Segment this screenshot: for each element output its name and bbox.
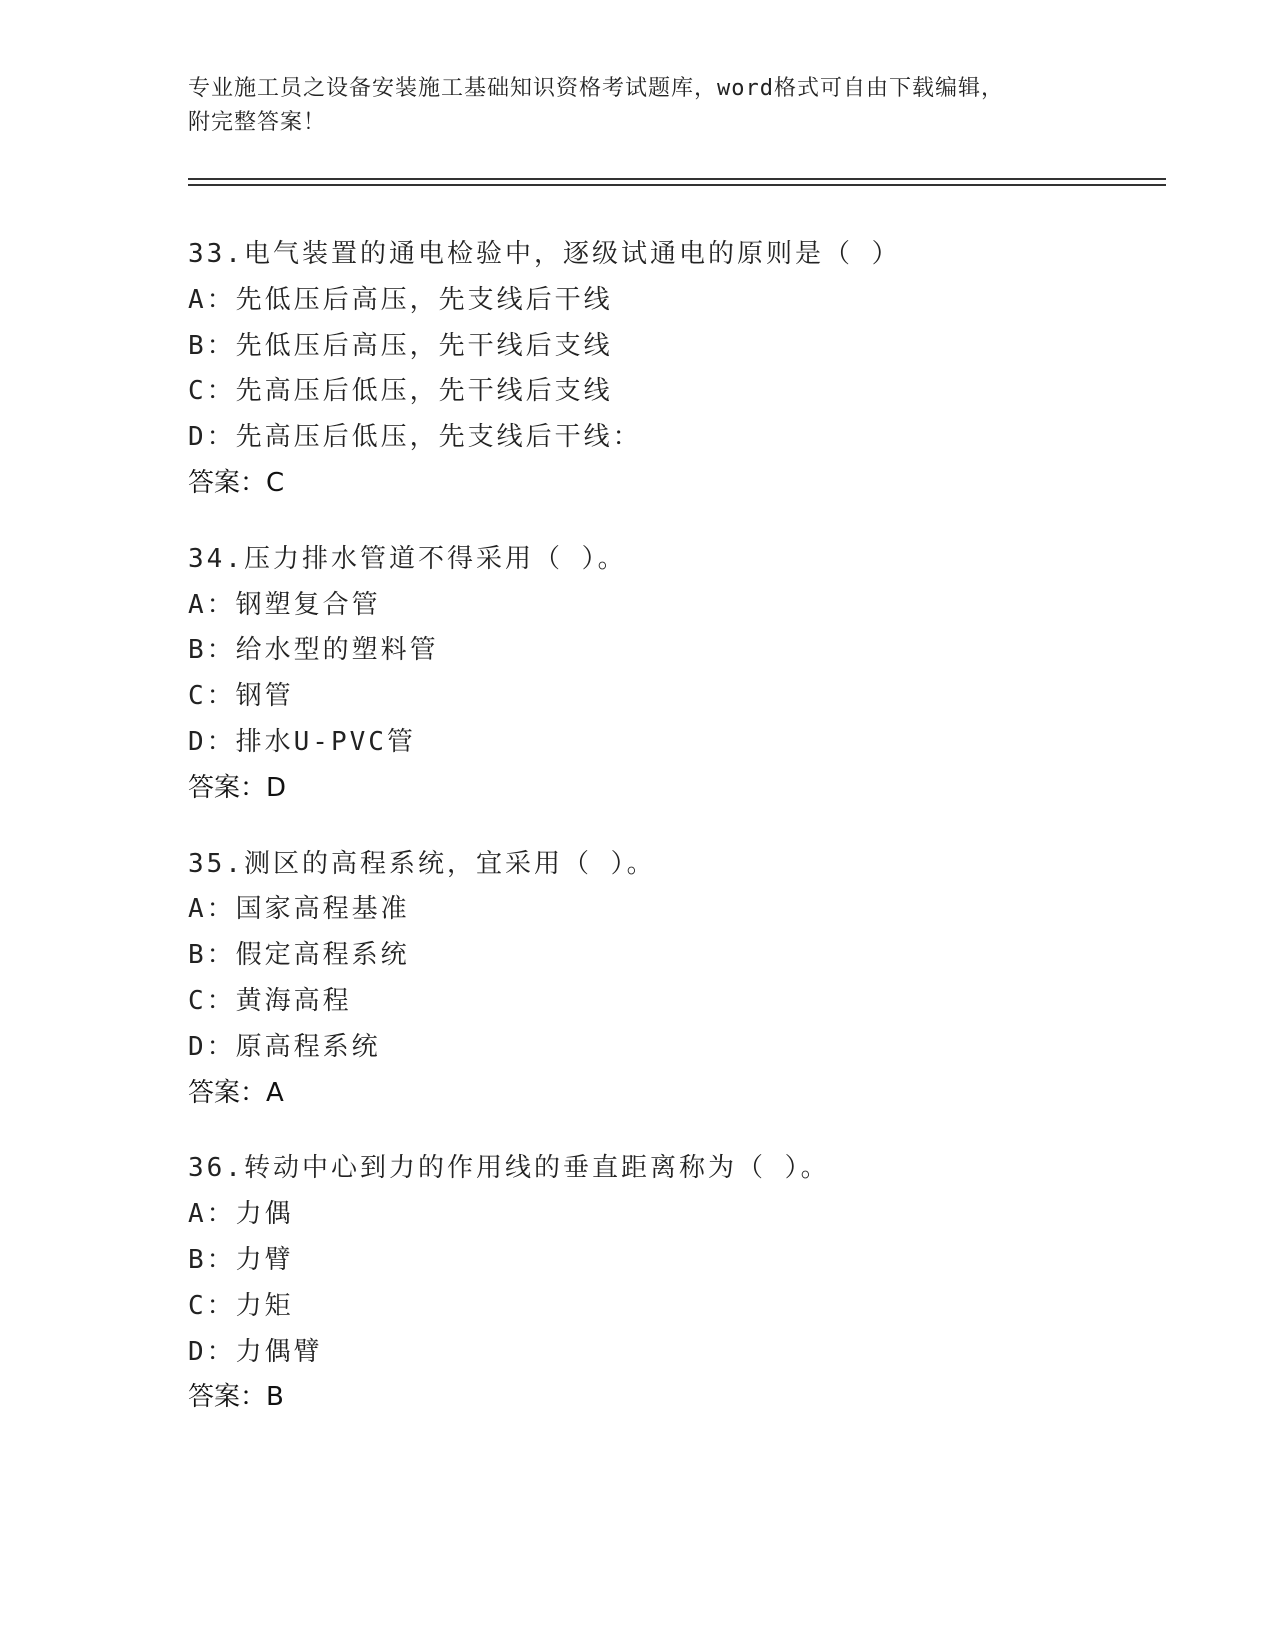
question-stem: 34.压力排水管道不得采用（ ）。 [188,543,627,574]
question-33 [188,232,1148,507]
question-36 [188,1146,1148,1421]
option-d: D：先高压后低压，先支线后干线： [188,422,642,453]
header-divider-top [188,178,1166,180]
option-b: B：假定高程系统 [188,940,410,971]
option-c: C：钢管 [188,681,294,712]
option-b: B：给水型的塑料管 [188,635,439,666]
option-a: A：钢塑复合管 [188,589,381,620]
option-a: A：国家高程基准 [188,894,410,925]
question-stem: 36.转动中心到力的作用线的垂直距离称为（ ）。 [188,1153,830,1184]
answer-line: 答案：A [188,1077,284,1108]
option-c: C：先高压后低压，先干线后支线 [188,376,613,407]
question-34 [188,537,1148,812]
option-d: D：力偶臂 [188,1336,323,1367]
option-d: D：排水U-PVC管 [188,726,416,757]
option-a: A：先低压后高压，先支线后干线 [188,284,613,315]
option-c: C：力矩 [188,1290,294,1321]
option-a: A：力偶 [188,1199,294,1230]
answer-line: 答案：D [188,772,287,803]
answer-line: 答案：B [188,1382,284,1413]
option-b: B：先低压后高压，先干线后支线 [188,330,613,361]
question-stem: 33.电气装置的通电检验中，逐级试通电的原则是（ ） [188,239,901,269]
option-d: D：原高程系统 [188,1031,381,1062]
header-divider-bottom [188,184,1166,186]
option-b: B：力臂 [188,1244,294,1275]
header-line-1: 专业施工员之设备安装施工基础知识资格考试题库，word格式可自由下载编辑， [188,76,1004,101]
header-line-2: 附完整答案！ [188,110,327,135]
question-35 [188,842,1148,1117]
answer-line: 答案：C [188,467,285,498]
question-stem: 35.测区的高程系统，宜采用（ ）。 [188,848,656,879]
option-c: C：黄海高程 [188,985,352,1016]
question-list [188,232,1148,1451]
document-header [188,72,1068,140]
